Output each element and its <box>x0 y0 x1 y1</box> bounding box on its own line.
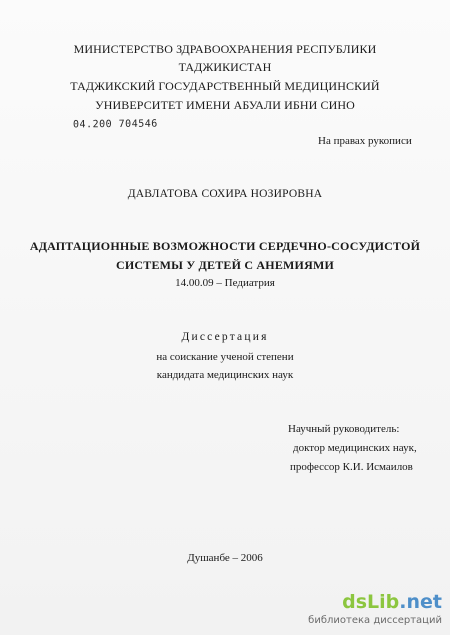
ministry-line-1: МИНИСТЕРСТВО ЗДРАВООХРАНЕНИЯ РЕСПУБЛИКИ <box>73 42 377 56</box>
place-year: Душанбе – 2006 <box>187 552 263 564</box>
degree-purpose-line-1: на соискание ученой степени <box>156 351 294 363</box>
author-name: ДАВЛАТОВА СОХИРА НОЗИРОВНА <box>127 188 323 200</box>
university-line-2: УНИВЕРСИТЕТ ИМЕНИ АБУАЛИ ИБНИ СИНО <box>95 98 355 112</box>
manuscript-note: На правах рукописи <box>318 135 412 147</box>
logo-part-1: dsLib <box>342 591 400 613</box>
supervisor-degree: доктор медицинских наук, <box>293 442 417 454</box>
university-line-1: ТАДЖИКСКИЙ ГОСУДАРСТВЕННЫЙ МЕДИЦИНСКИЙ <box>70 79 380 93</box>
dslib-logo[interactable] <box>312 591 442 613</box>
watermark-subtitle: библиотека диссертаций <box>308 615 442 626</box>
dissertation-title-line-2: СИСТЕМЫ У ДЕТЕЙ С АНЕМИЯМИ <box>115 258 335 272</box>
specialty-code: 14.00.09 – Педиатрия <box>175 277 275 289</box>
dslib-watermark[interactable] <box>308 591 442 631</box>
dissertation-title-line-1: АДАПТАЦИОННЫЕ ВОЗМОЖНОСТИ СЕРДЕЧНО-СОСУДИСТОЙ <box>29 239 421 253</box>
supervisor-label: Научный руководитель: <box>288 423 400 435</box>
degree-purpose-line-2: кандидата медицинских наук <box>156 369 294 381</box>
logo-part-2: .net <box>399 591 442 613</box>
supervisor-name: профессор К.И. Исмаилов <box>290 461 413 473</box>
archive-number: 04.200 704546 <box>72 118 158 131</box>
dissertation-heading: Диссертация <box>181 331 269 343</box>
ministry-line-2: ТАДЖИКИСТАН <box>178 60 272 74</box>
